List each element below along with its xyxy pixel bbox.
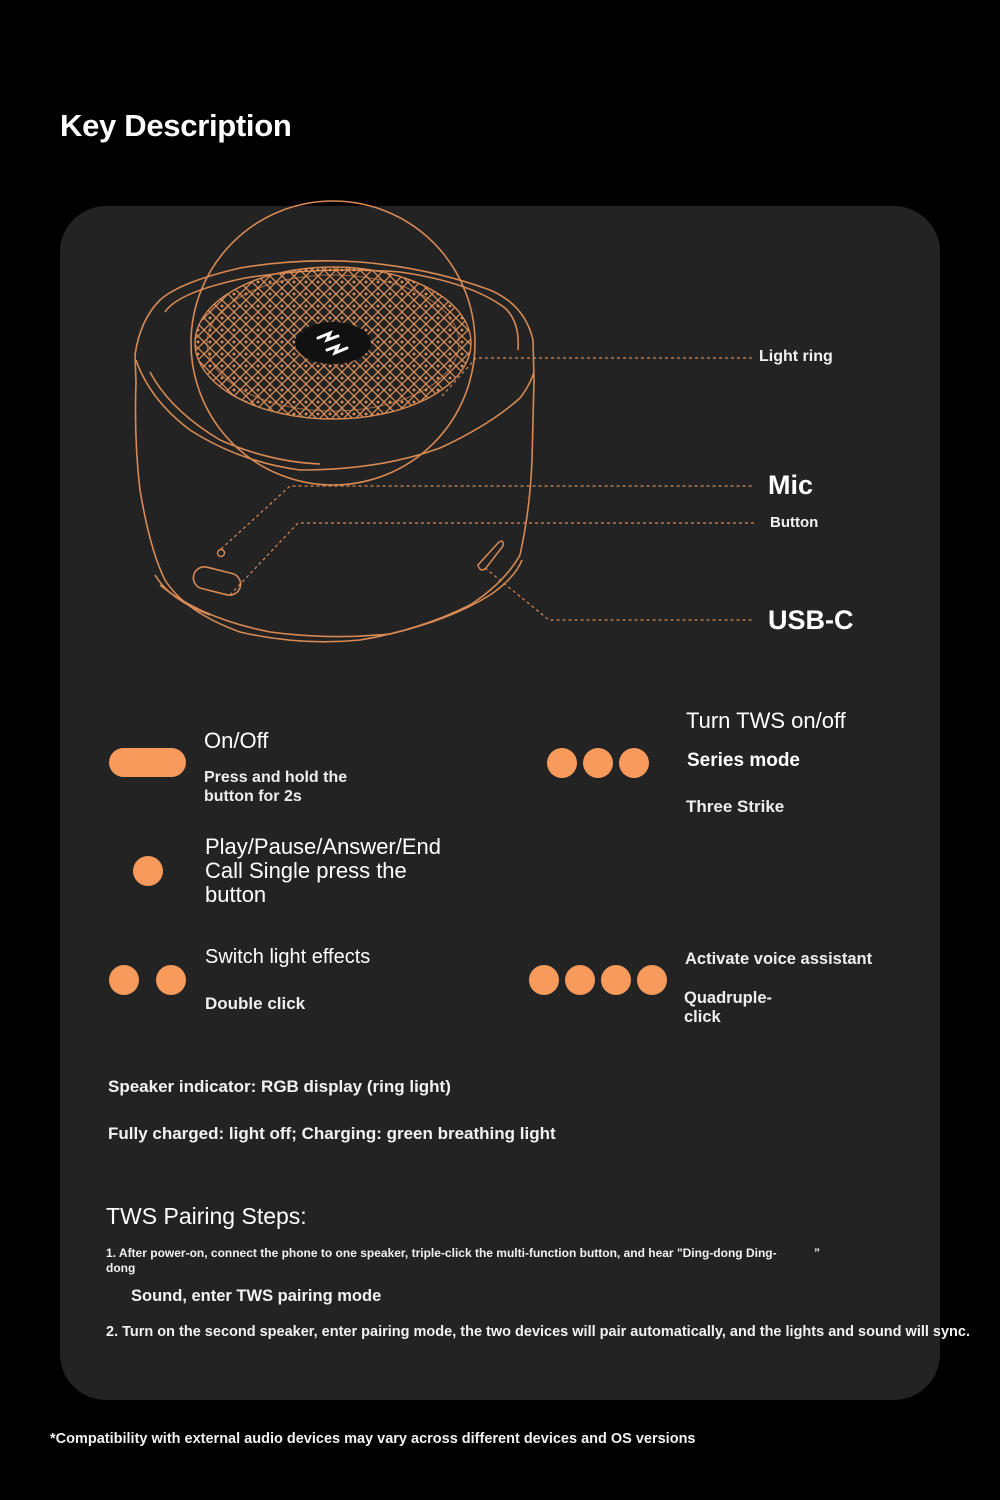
pairing-step1-line1: 1. After power-on, connect the phone to one speaker, triple-click the multi-function button, and hear "Ding-dong Ding- (106, 1246, 777, 1260)
pairing-step1-continuation: Sound, enter TWS pairing mode (131, 1287, 382, 1305)
voice-desc-line2: click (684, 1008, 721, 1026)
press-dot-icon (156, 965, 186, 995)
tws-title: Turn TWS on/off (686, 708, 846, 733)
mic-hole (218, 550, 225, 557)
on-off-desc-line2: button for 2s (204, 788, 302, 805)
on-off-title: On/Off (204, 728, 269, 753)
press-dot-icon (619, 748, 649, 778)
usb-c-port (478, 541, 503, 570)
mic-label: Mic (768, 470, 814, 500)
logo-icon (295, 322, 371, 364)
light-ring-label: Light ring (759, 348, 833, 365)
play-pause-line2: Call Single press the (205, 858, 407, 883)
tws-desc: Three Strike (686, 797, 785, 816)
button-label: Button (770, 514, 819, 531)
footer-note: *Compatibility with external audio devices may vary across different devices and OS versions (50, 1431, 696, 1447)
press-dot-icon (637, 965, 667, 995)
press-dot-icon (529, 965, 559, 995)
pairing-step1-quote: ” (814, 1246, 820, 1260)
on-off-desc-line1: Press and hold the (204, 769, 348, 786)
press-dot-icon (133, 856, 163, 886)
switch-light-title: Switch light effects (205, 946, 371, 968)
usb-c-label: USB-C (768, 605, 854, 635)
pairing-step2: 2. Turn on the second speaker, enter pairing mode, the two devices will pair automatically, and the lights and sound will sync. (106, 1324, 971, 1340)
press-dot-icon (565, 965, 595, 995)
speaker-illustration (0, 0, 1000, 700)
voice-desc-line1: Quadruple- (684, 989, 773, 1007)
page-title: Key Description (60, 108, 292, 143)
pairing-title: TWS Pairing Steps: (106, 1203, 307, 1229)
press-dot-icon (601, 965, 631, 995)
indicator-note-1: Speaker indicator: RGB display (ring light) (108, 1077, 451, 1096)
press-dot-icon (547, 748, 577, 778)
front-button (191, 565, 243, 598)
indicator-note-2: Fully charged: light off; Charging: green breathing light (108, 1124, 556, 1143)
pairing-step1-line2: dong (106, 1261, 136, 1275)
switch-light-desc: Double click (205, 994, 306, 1013)
press-dot-icon (109, 965, 139, 995)
tws-subtitle: Series mode (687, 750, 800, 771)
voice-title: Activate voice assistant (685, 950, 873, 968)
play-pause-line1: Play/Pause/Answer/End (205, 834, 442, 859)
play-pause-line3: button (205, 882, 267, 907)
press-dot-icon (583, 748, 613, 778)
press-pill-icon (109, 748, 186, 777)
